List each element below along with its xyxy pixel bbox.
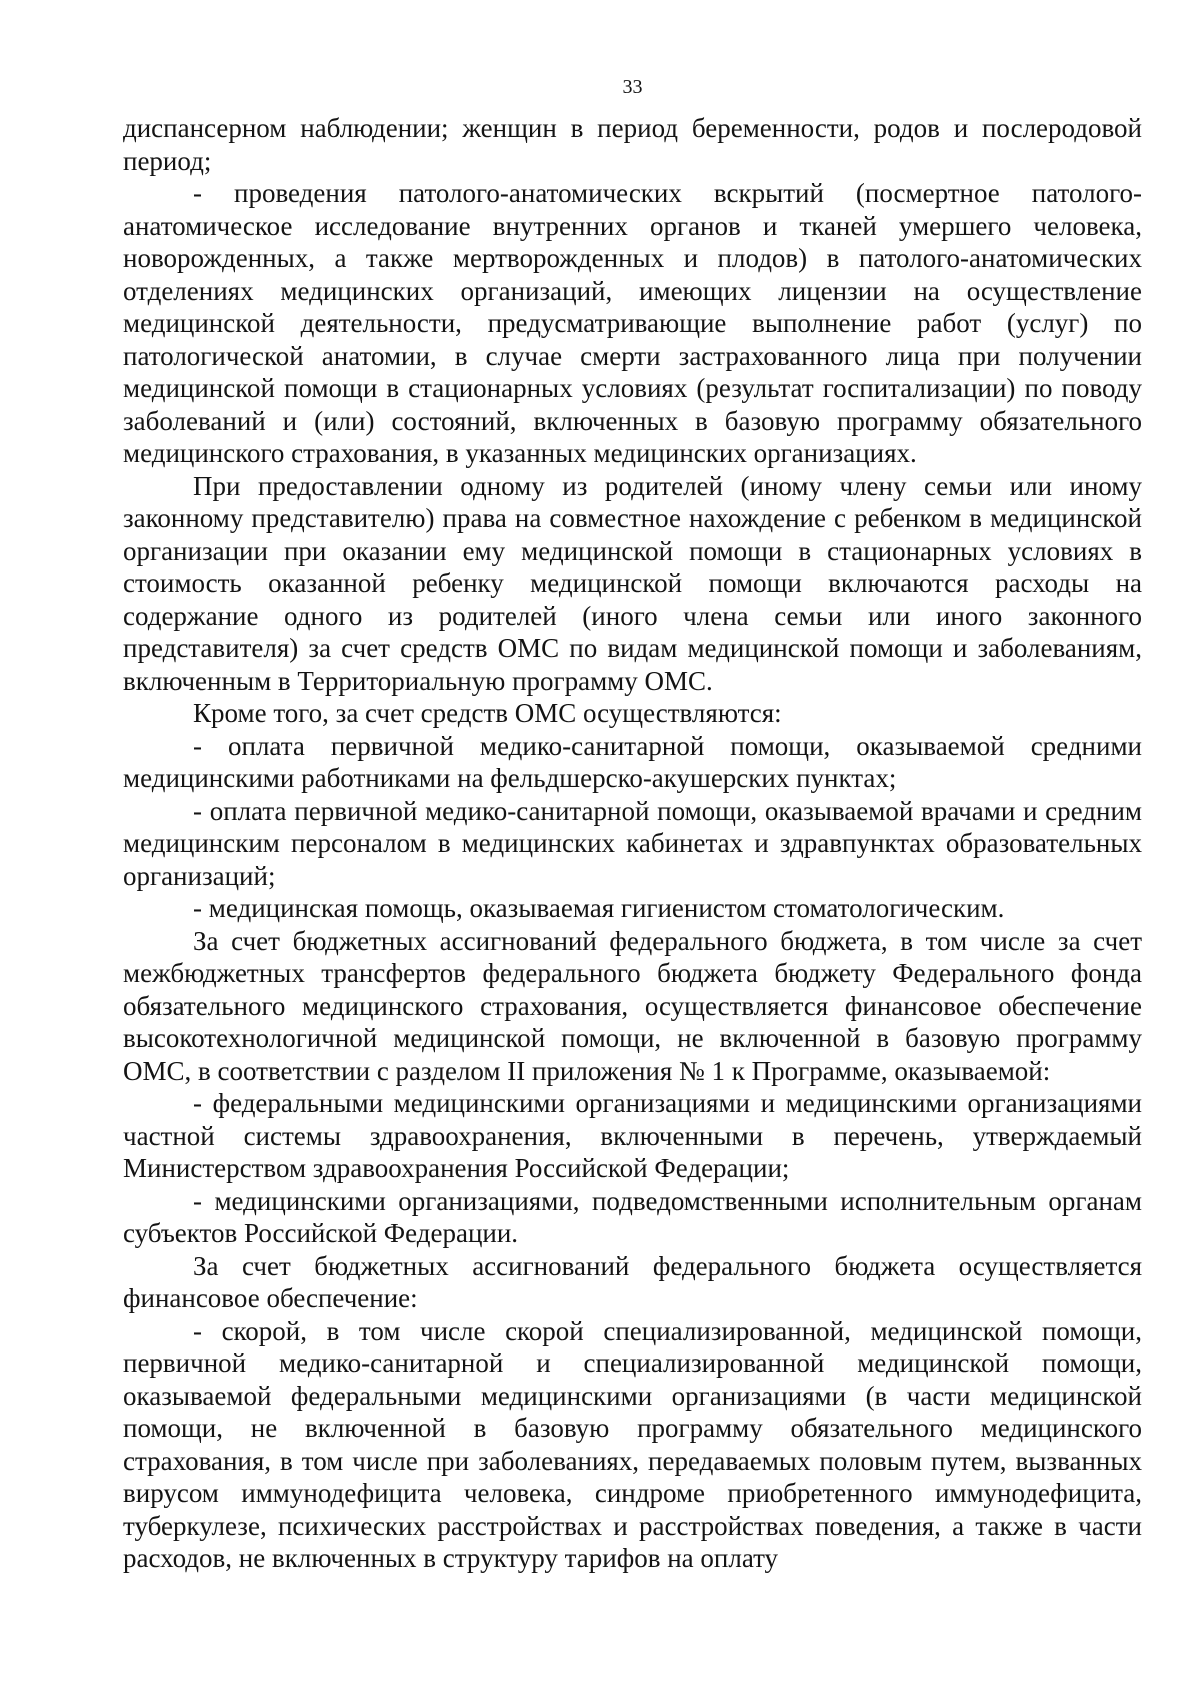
paragraph: - оплата первичной медико-санитарной помощи, оказываемой врачами и средним медицинским персоналом в медицинских кабинетах и здравпунктах образовательных организаций; (123, 795, 1142, 891)
document-body (123, 112, 1142, 1575)
paragraph: За счет бюджетных ассигнований федерального бюджета, в том числе за счет межбюджетных трансфертов федерального бюджета бюджету Федерального фонда обязательного медицинского страхования, осуществляется финансовое обеспечение высокотехнологичной медицинской помощи, не включенной в базовую программу ОМС, в соответствии с разделом II приложения № 1 к Программе, оказываемой: (123, 925, 1142, 1086)
paragraph: При предоставлении одному из родителей (иному члену семьи или иному законному представителю) права на совместное нахождение с ребенком в медицинской организации при оказании ему медицинской помощи в стационарных условиях в стоимость оказанной ребенку медицинской помощи включаются расходы на содержание одного из родителей (иного члена семьи или иного законного представителя) за счет средств ОМС по видам медицинской помощи и заболеваниям, включенным в Территориальную программу ОМС. (123, 470, 1142, 696)
paragraph: За счет бюджетных ассигнований федерального бюджета осуществляется финансовое обеспечение: (123, 1250, 1142, 1313)
paragraph: - оплата первичной медико-санитарной помощи, оказываемой средними медицинскими работниками на фельдшерско-акушерских пунктах; (123, 730, 1142, 793)
page-number: 33 (622, 76, 643, 98)
paragraph: - медицинская помощь, оказываемая гигиенистом стоматологическим. (193, 893, 1005, 923)
paragraph: - медицинскими организациями, подведомственными исполнительным органам субъектов Российской Федерации. (123, 1185, 1142, 1248)
paragraph: диспансерном наблюдении; женщин в период беременности, родов и послеродовой период; (123, 113, 1142, 176)
paragraph: - скорой, в том числе скорой специализированной, медицинской помощи, первичной медико-санитарной и специализированной медицинской помощи, оказываемой федеральными медицинскими организациями (в части медицинской помощи, не включенной в базовую программу обязательного медицинского страхования, в том числе при заболеваниях, передаваемых половым путем, вызванных вирусом иммунодефицита человека, синдроме приобретенного иммунодефицита, туберкулезе, психических расстройствах и расстройствах поведения, а также в части расходов, не включенных в структуру тарифов на оплату (123, 1315, 1142, 1573)
paragraph: - федеральными медицинскими организациями и медицинскими организациями частной системы здравоохранения, включенными в перечень, утверждаемый Министерством здравоохранения Российской Федерации; (123, 1088, 1142, 1183)
paragraph: Кроме того, за счет средств ОМС осуществляются: (193, 698, 782, 728)
paragraph: - проведения патолого-анатомических вскрытий (посмертное патолого-анатомическое исследование внутренних органов и тканей умершего человека, новорожденных, а также мертворожденных и плодов) в патолого-анатомических отделениях медицинских организаций, имеющих лицензии на осуществление медицинской деятельности, предусматривающие выполнение работ (услуг) по патологической анатомии, в случае смерти застрахованного лица при получении медицинской помощи в стационарных условиях (результат госпитализации) по поводу заболеваний и (или) состояний, включенных в базовую программу обязательного медицинского страхования, в указанных медицинских организациях. (123, 178, 1142, 468)
